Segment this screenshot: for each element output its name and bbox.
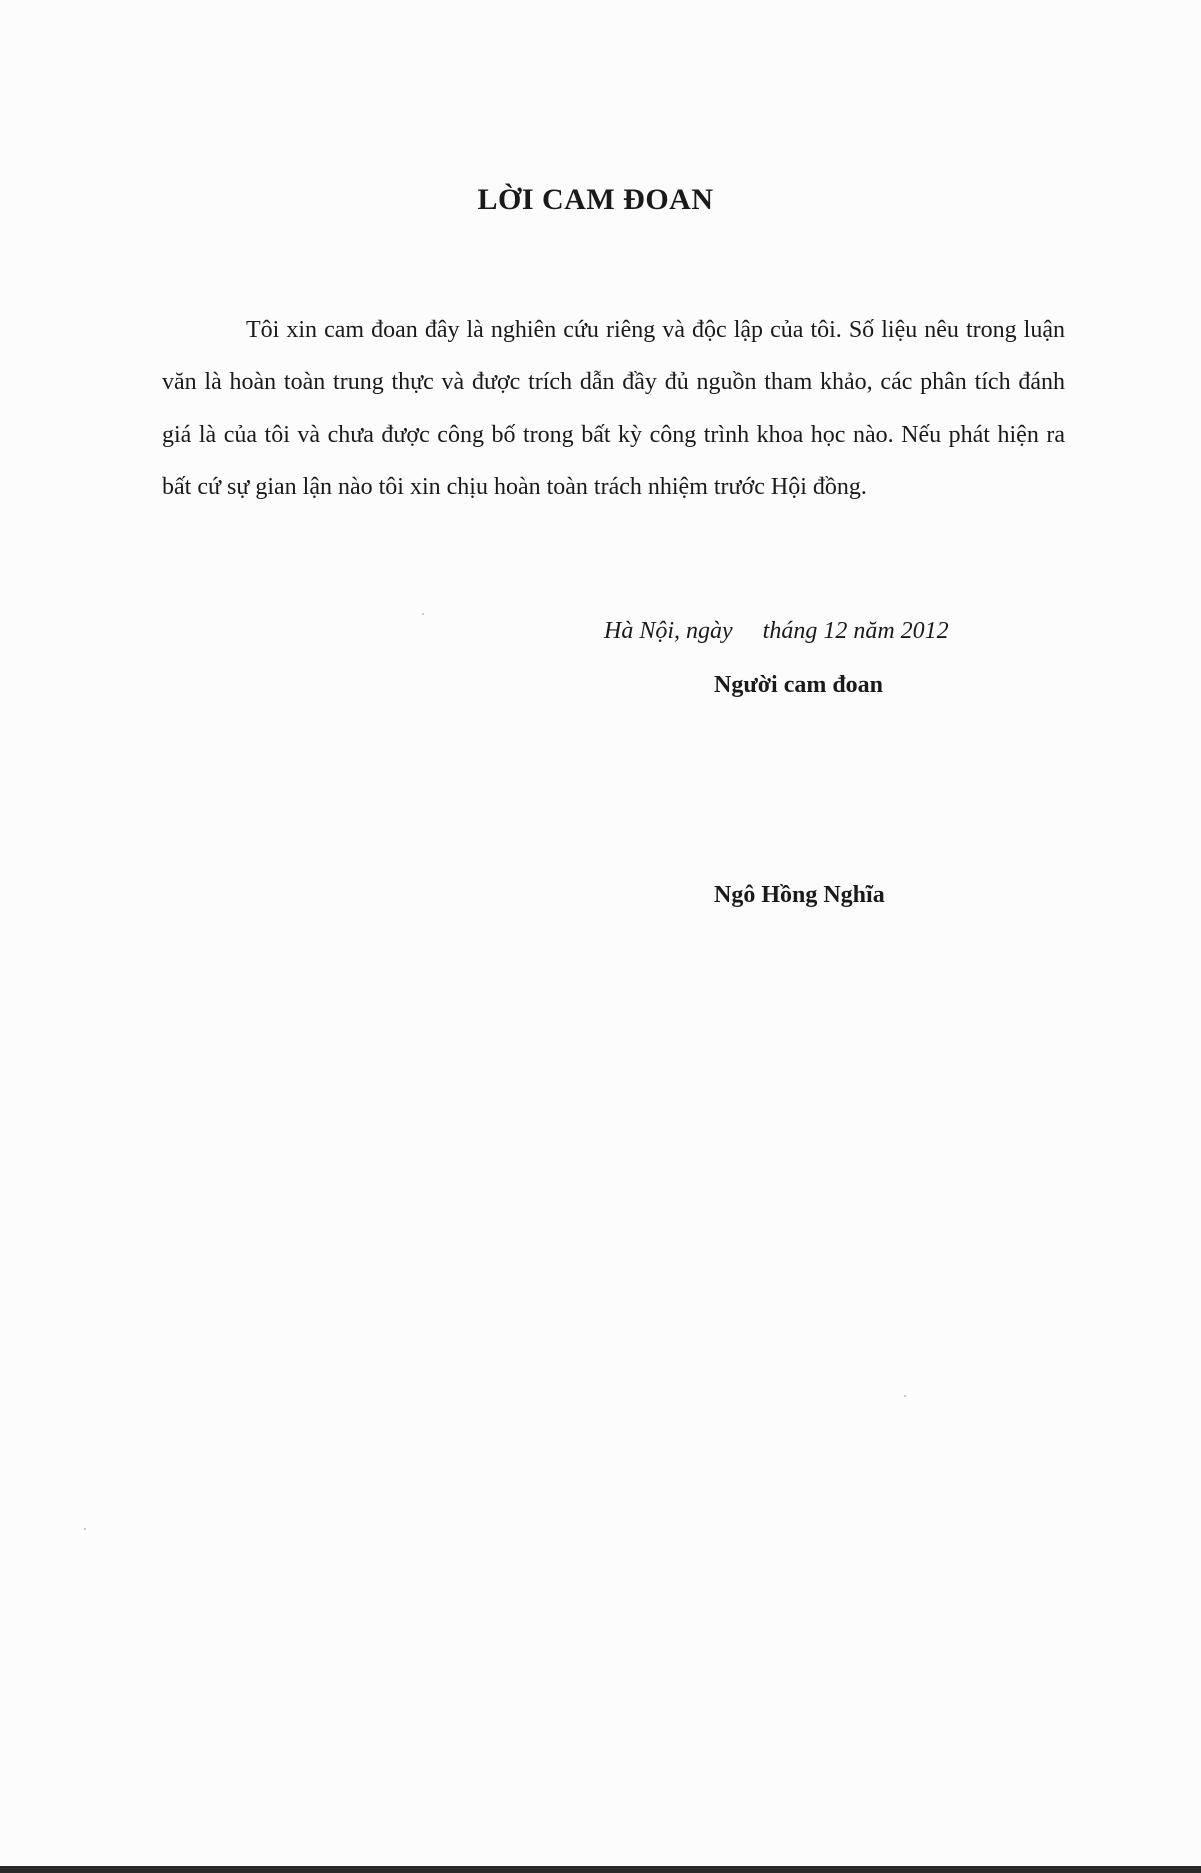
place-date-line: Hà Nội, ngày tháng 12 năm 2012 [604,618,949,644]
scan-speck [422,613,424,615]
signer-role: Người cam đoan [714,672,884,698]
scan-bottom-edge [0,1866,1201,1873]
scan-speck [904,1395,906,1397]
scan-speck [84,1528,86,1530]
page-title-text: LỜI CAM ĐOAN [477,183,714,216]
signer-name: Ngô Hồng Nghĩa [714,882,885,908]
page-title [0,183,1201,217]
declaration-paragraph: Tôi xin cam đoan đây là nghiên cứu riêng và độc lập của tôi. Số liệu nêu trong luận văn là hoàn toàn trung thực và được trích dẫn đầy đủ nguồn tham khảo, các phân tích đánh giá là của tôi và chưa được công bố trong bất kỳ công trình khoa học nào. Nếu phát hiện ra bất cứ sự gian lận nào tôi xin chịu hoàn toàn trách nhiệm trước Hội đồng. [162,317,1065,501]
